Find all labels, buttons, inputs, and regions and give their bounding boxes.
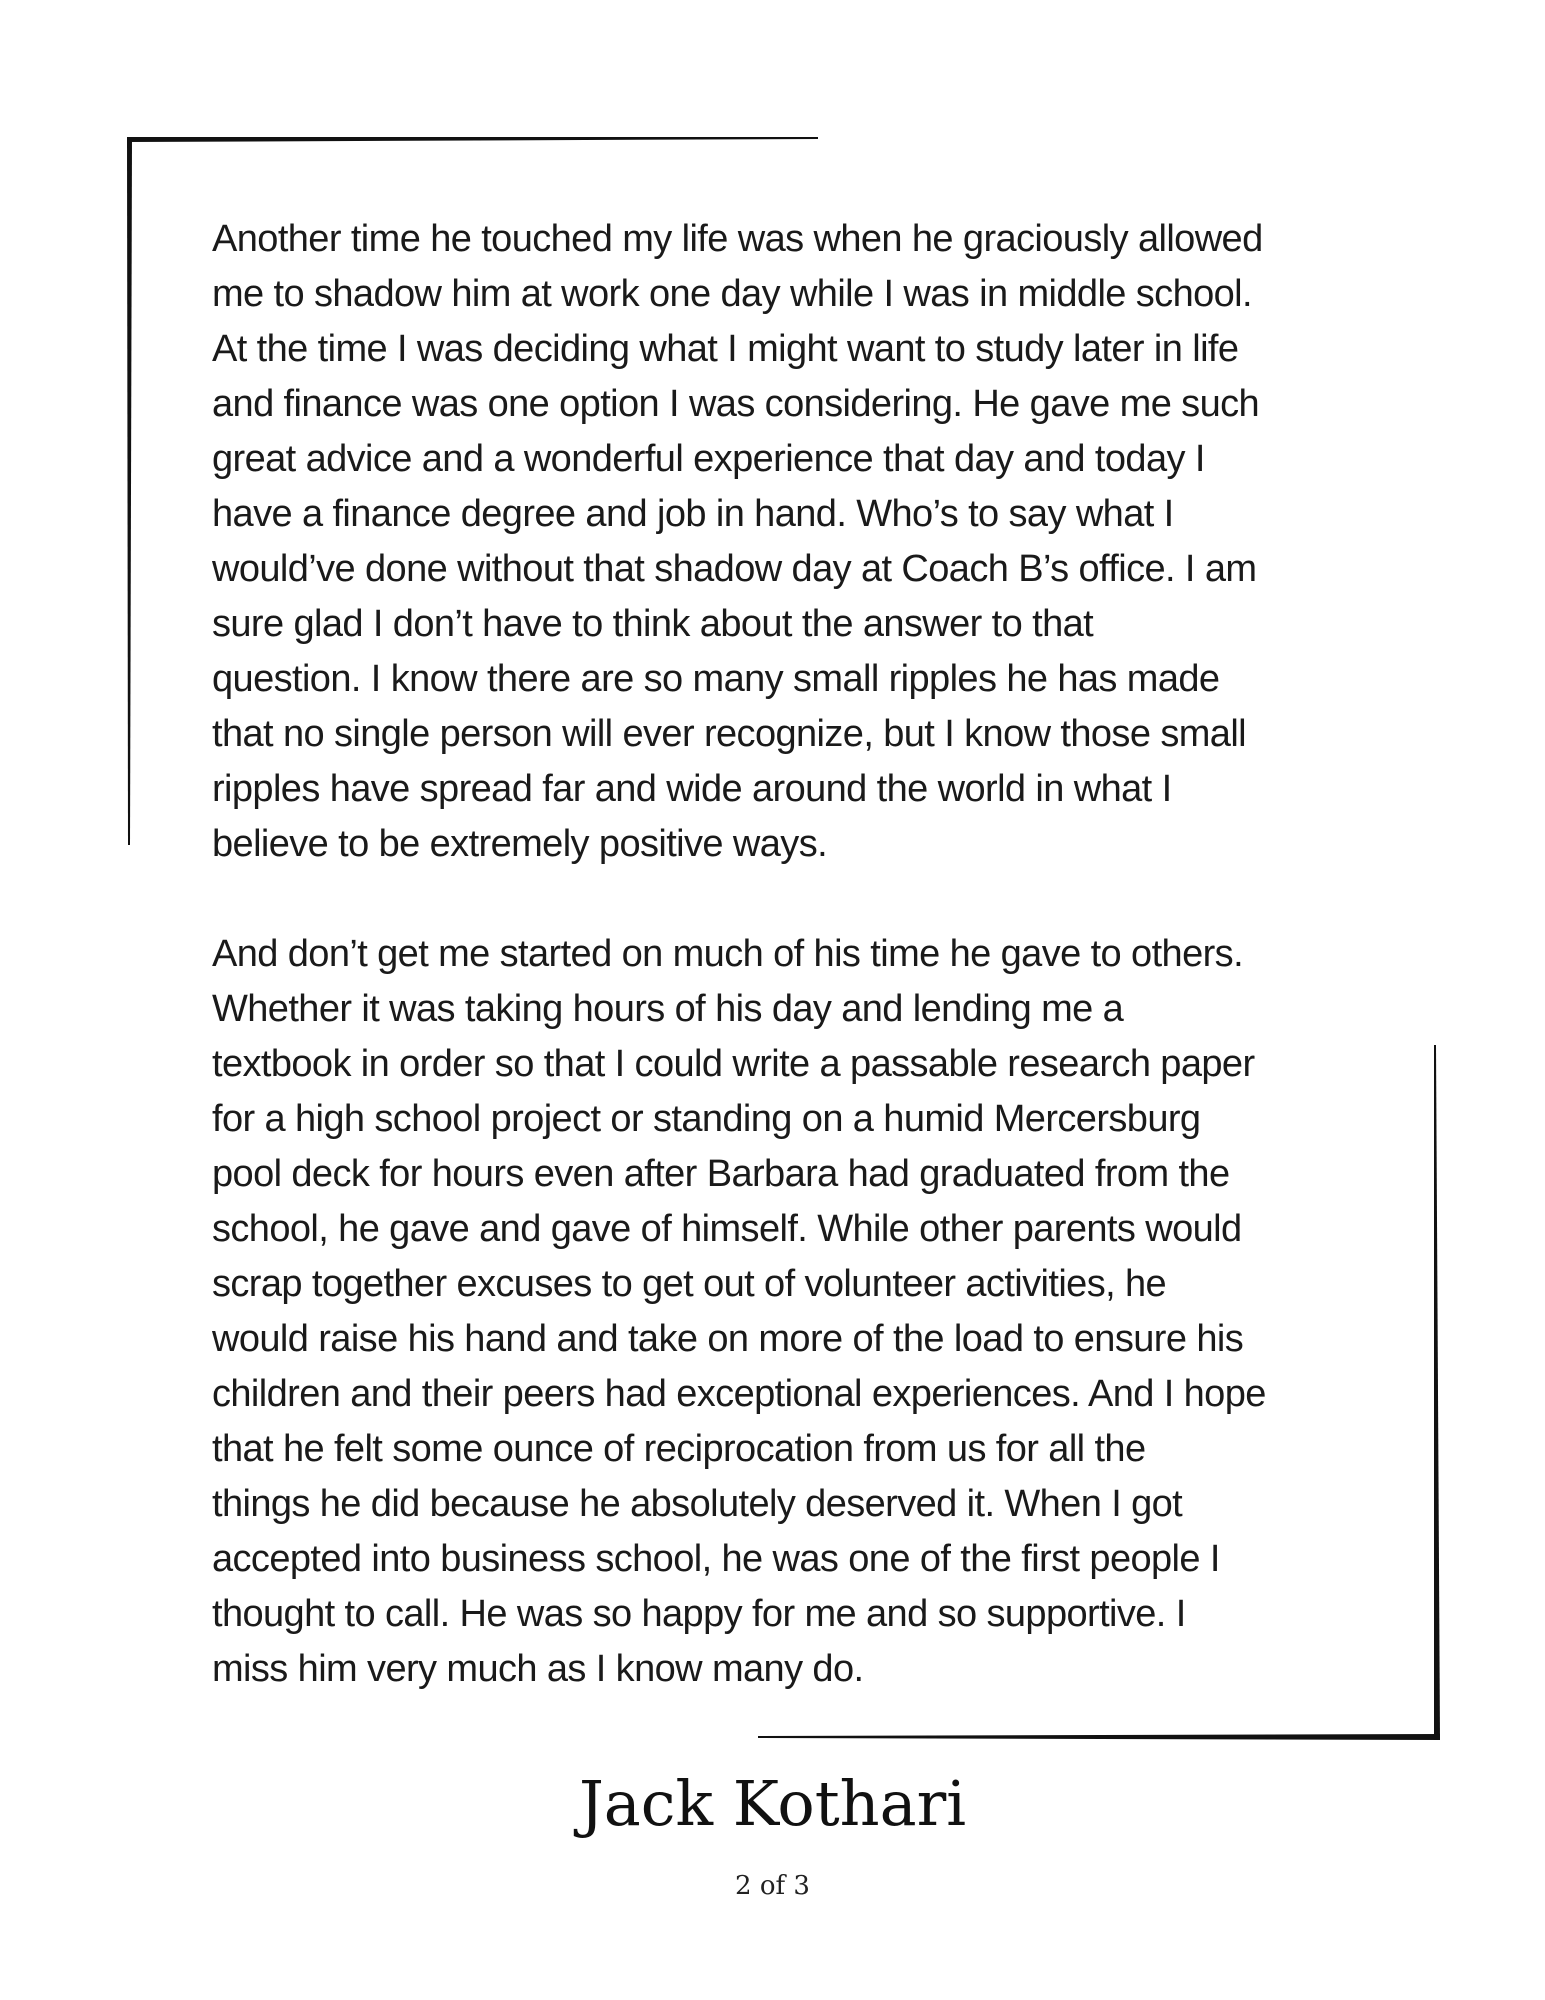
letter-body xyxy=(212,212,1352,1697)
frame-bottom-stroke xyxy=(758,1734,1440,1740)
frame-top-stroke xyxy=(128,137,818,142)
frame-right-stroke xyxy=(1434,1045,1440,1740)
paragraph-2: And don’t get me started on much of his time he gave to others. Whether it was taking hours of his day and lending me a textbook in order so that I could write a passable research paper for a high school project or standing on a humid Mercersburg pool deck for hours even after Barbara had graduated from the school, he gave and gave of himself. While other parents would scrap together excuses to get out of volunteer activities, he would raise his hand and take on more of the load to ensure his children and their peers had exceptional experiences. And I hope that he felt some ounce of reciprocation from us for all the things he did because he absolutely deserved it. When I got accepted into business school, he was one of the first people I thought to call. He was so happy for me and so supportive. I miss him very much as I know many do. xyxy=(212,933,1266,1690)
paragraph-1: Another time he touched my life was when he graciously allowed me to shadow him at work one day while I was in middle school. At the time I was deciding what I might want to study later in life and finance was one option I was considering. He gave me such great advice and a wonderful experience that day and today I have a finance degree and job in hand. Who’s to say what I would’ve done without that shadow day at Coach B’s office. I am sure glad I don’t have to think about the answer to that question. I know there are so many small ripples he has made that no single person will ever recognize, but I know those small ripples have spread far and wide around the world in what I believe to be extremely positive ways. xyxy=(212,218,1263,865)
author-name: Jack Kothari xyxy=(578,1767,967,1840)
frame-left-stroke xyxy=(127,137,132,845)
page-number: 2 of 3 xyxy=(735,1871,810,1901)
